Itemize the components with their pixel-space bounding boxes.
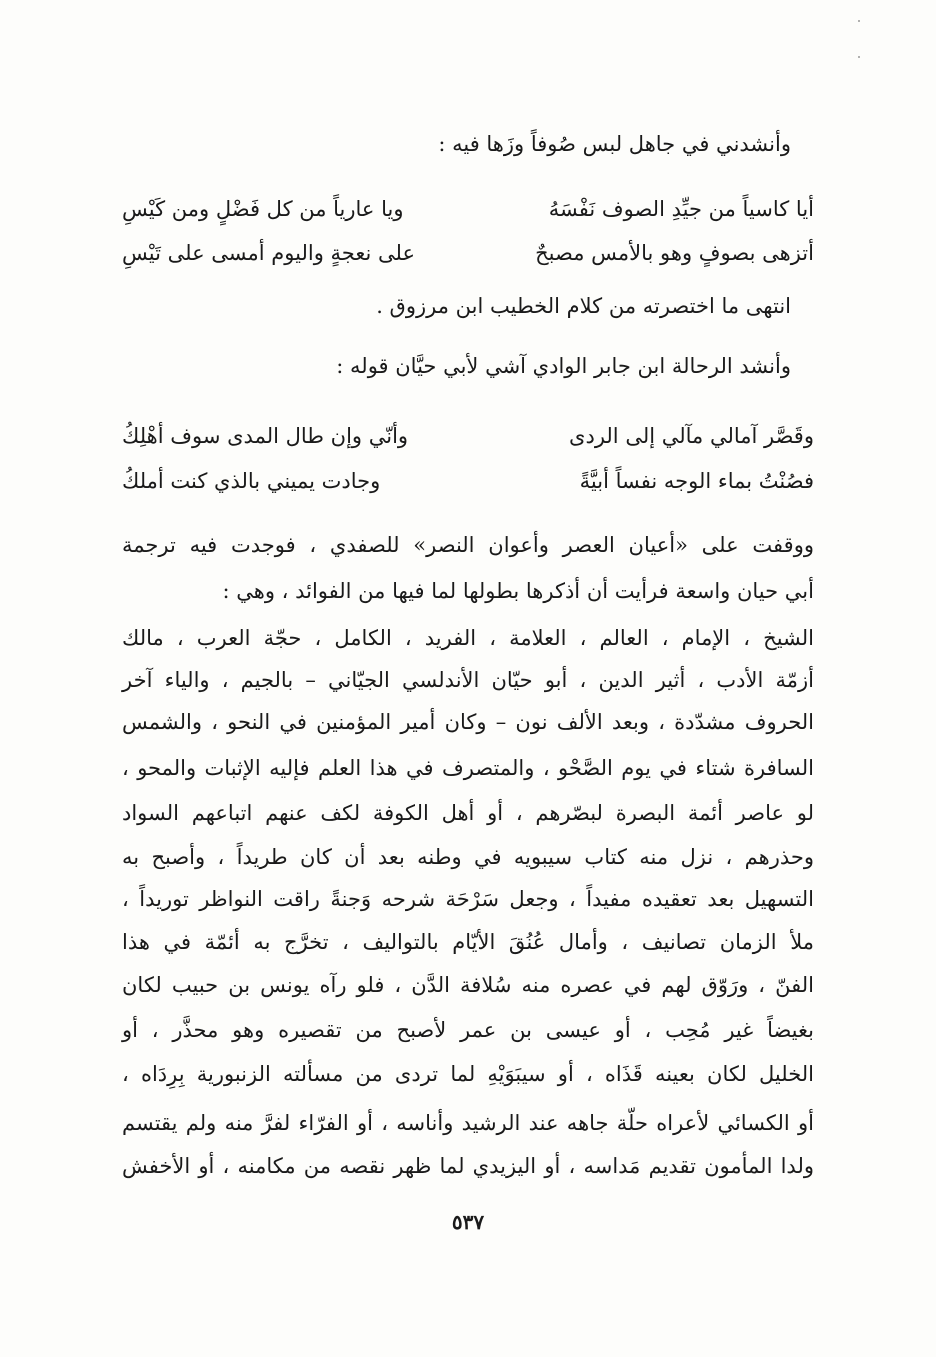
paragraph-line: أو الكسائي لأعراه حلّة جاهه عند الرشيد وأناسه ، أو الفرّاء لفرَّ منه ولم يقتسم bbox=[122, 1111, 814, 1135]
verse-line bbox=[122, 194, 814, 224]
paragraph-line: الحروف مشدّدة ، وبعد الألف نون – وكان أمير المؤمنين في النحو ، والشمس bbox=[122, 710, 814, 734]
paragraph-line: أبي حيان واسعة فرأيت أن أذكرها بطولها لما فيها من الفوائد ، وهي : bbox=[222, 579, 814, 603]
verse-first-hemistich: أيا كاسياً من جيِّدِ الصوف نَفْسَهُ bbox=[548, 197, 814, 221]
verse-first-hemistich: فصُنْتُ بماء الوجه نفساً أبيَّةً bbox=[579, 469, 814, 493]
paragraph-line: بغيضاً غير مُحِب ، أو عيسى بن عمر لأصبح من تقصيره وهو محذَّر ، أو bbox=[122, 1018, 814, 1042]
paragraph-line: أزمّة الأدب ، أثير الدين ، أبو حيّان الأندلسي الجيّاني – بالجيم ، والياء آخر bbox=[122, 668, 814, 692]
verse-first-hemistich: أتزهى بصوفٍ وهو بالأمس مصبحٌ bbox=[535, 241, 814, 265]
verse-second-hemistich: ويا عارياً من كل فَضْلٍ ومن كَيْسِ bbox=[122, 197, 404, 221]
paragraph-line: ولدا المأمون تقديم مَداسه ، أو اليزيدي لما ظهر نقصه من مكامنه ، أو الأخفش bbox=[122, 1154, 814, 1178]
verse-line bbox=[122, 238, 814, 268]
paragraph-line: لو عاصر أئمة البصرة لبصّرهم ، أو أهل الكوفة لكف عنهم اتباعهم السواد bbox=[122, 801, 814, 825]
paragraph-line: الفنّ ، ورَوّق لهم في عصره منه سُلافة الدَّن ، فلو رآه يونس بن حبيب لكان bbox=[122, 973, 814, 997]
paragraph-line: التسهيل بعد تعقيده مفيداً ، وجعل سَرْحَة شرحه وَجنةً راقت النواظر توريداً ، bbox=[122, 887, 814, 911]
paragraph-line: السافرة شتاء في يوم الصَّحْو ، والمتصرف في هذا العلم فإليه الإثبات والمحو ، bbox=[122, 756, 814, 780]
intro-line-2: وأنشد الرحالة ابن جابر الوادي آشي لأبي حيَّان قوله : bbox=[336, 354, 791, 378]
intro-line: وأنشدني في جاهل لبس صُوفاً وزَها فيه : bbox=[438, 132, 791, 156]
page-speck bbox=[858, 56, 860, 58]
verse-second-hemistich: وجادت يميني بالذي كنت أملكُ bbox=[122, 469, 381, 493]
page-speck bbox=[858, 20, 860, 22]
paragraph-line: الخليل لكان بعينه قَذَاه ، أو سيبَوَيْهِ لما تردى من مسألته الزنبورية بِرِدَاه ، bbox=[122, 1062, 814, 1086]
paragraph-line: وحذرهم ، نزل منه كتاب سيبويه في وطنه بعد أن كان طريداً ، وأصبح به bbox=[122, 845, 814, 869]
end-quote-line: انتهى ما اختصرته من كلام الخطيب ابن مرزوق . bbox=[376, 294, 791, 318]
paragraph-line: ملأ الزمان تصانيف ، وأمال عُنُقَ الأيّام بالتواليف ، تخرَّج به أئمّة في هذا bbox=[122, 930, 814, 954]
paragraph-line: ووقفت على «أعيان العصر وأعوان النصر» للصفدي ، فوجدت فيه ترجمة bbox=[122, 533, 814, 557]
verse-second-hemistich: وأنّي وإن طال المدى سوف أهْلِكُ bbox=[122, 424, 409, 448]
verse-first-hemistich: وقَصَّر آمالي مآلي إلى الردى bbox=[569, 424, 814, 448]
verse-second-hemistich: على نعجةٍ واليوم أمسى على تَيْسِ bbox=[122, 241, 415, 265]
verse-line bbox=[122, 421, 814, 451]
verse-line bbox=[122, 466, 814, 496]
paragraph-line: الشيخ ، الإمام ، العالم ، العلامة ، الفريد ، الكامل ، حجّة العرب ، مالك bbox=[122, 626, 814, 650]
page-number: ٥٣٧ bbox=[451, 1210, 485, 1234]
